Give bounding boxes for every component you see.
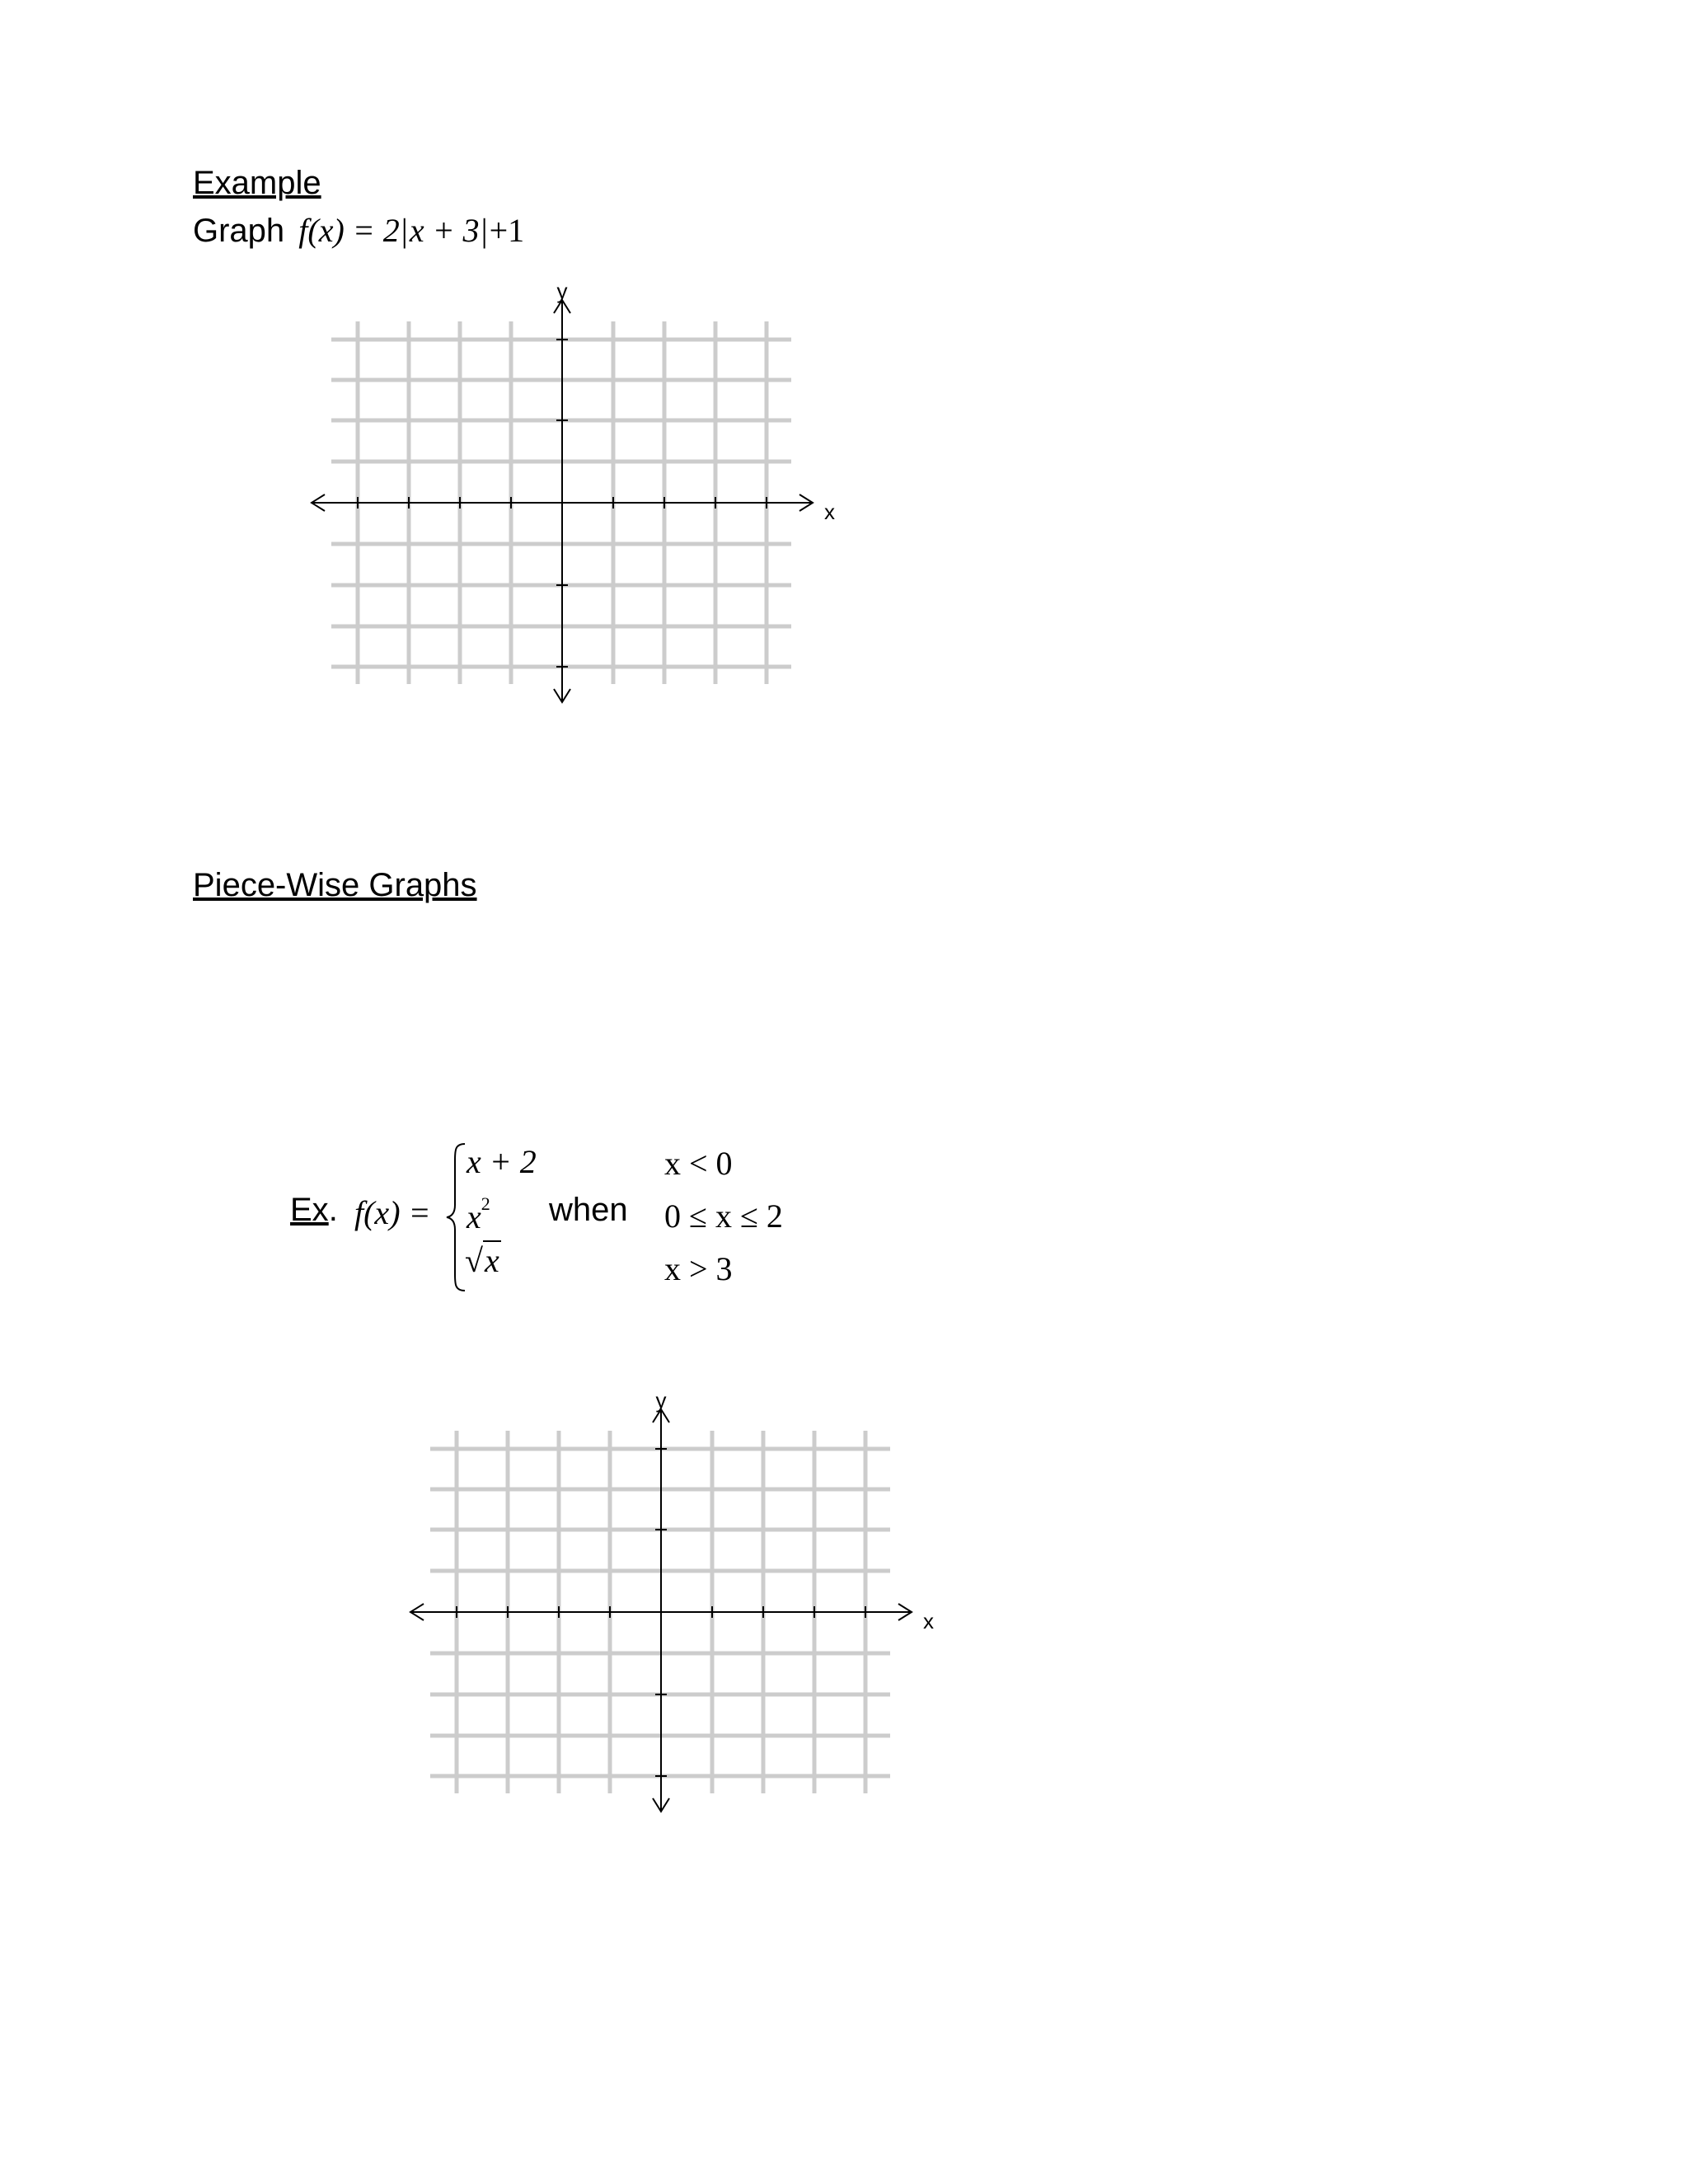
coordinate-grid-2 <box>396 1390 956 1818</box>
function-lhs: f(x) = 2 <box>298 212 400 249</box>
function-inner: x + 3 <box>409 212 480 249</box>
x-axis-label: x <box>824 499 835 524</box>
piecewise-function-lhs: f(x) = <box>354 1194 431 1231</box>
y-axis-label: y <box>655 1390 667 1413</box>
piece-1-expr: x + 2 <box>467 1143 537 1180</box>
x-axis-label: x <box>923 1609 934 1633</box>
example-prompt <box>193 211 524 250</box>
graph-label: Graph <box>193 213 285 249</box>
piece-3-condition: x > 3 <box>664 1250 733 1287</box>
ex-dot: . <box>328 1192 338 1228</box>
piecewise-heading: Piece-Wise Graphs <box>193 867 477 903</box>
abs-bar-left: | <box>401 212 408 249</box>
axes <box>410 1409 912 1811</box>
ex-label: Ex <box>290 1192 329 1228</box>
abs-bar-right: | <box>481 212 488 249</box>
piece-3-radicand: x <box>484 1242 499 1279</box>
piece-3-expr <box>465 1241 501 1280</box>
coordinate-grid-1 <box>297 280 857 709</box>
when-label: when <box>549 1192 628 1228</box>
function-tail: +1 <box>489 212 525 249</box>
piece-2-condition: 0 ≤ x ≤ 2 <box>664 1197 783 1235</box>
piece-2-base: x <box>467 1198 481 1235</box>
piece-2-exponent: 2 <box>481 1193 490 1214</box>
sqrt-icon: √ <box>465 1242 483 1279</box>
piece-1-condition: x < 0 <box>664 1145 733 1182</box>
example-heading: Example <box>193 165 321 201</box>
piece-2-expr <box>467 1193 490 1236</box>
example-label <box>290 1192 338 1229</box>
axes <box>312 300 813 702</box>
y-axis-label: y <box>556 280 568 303</box>
